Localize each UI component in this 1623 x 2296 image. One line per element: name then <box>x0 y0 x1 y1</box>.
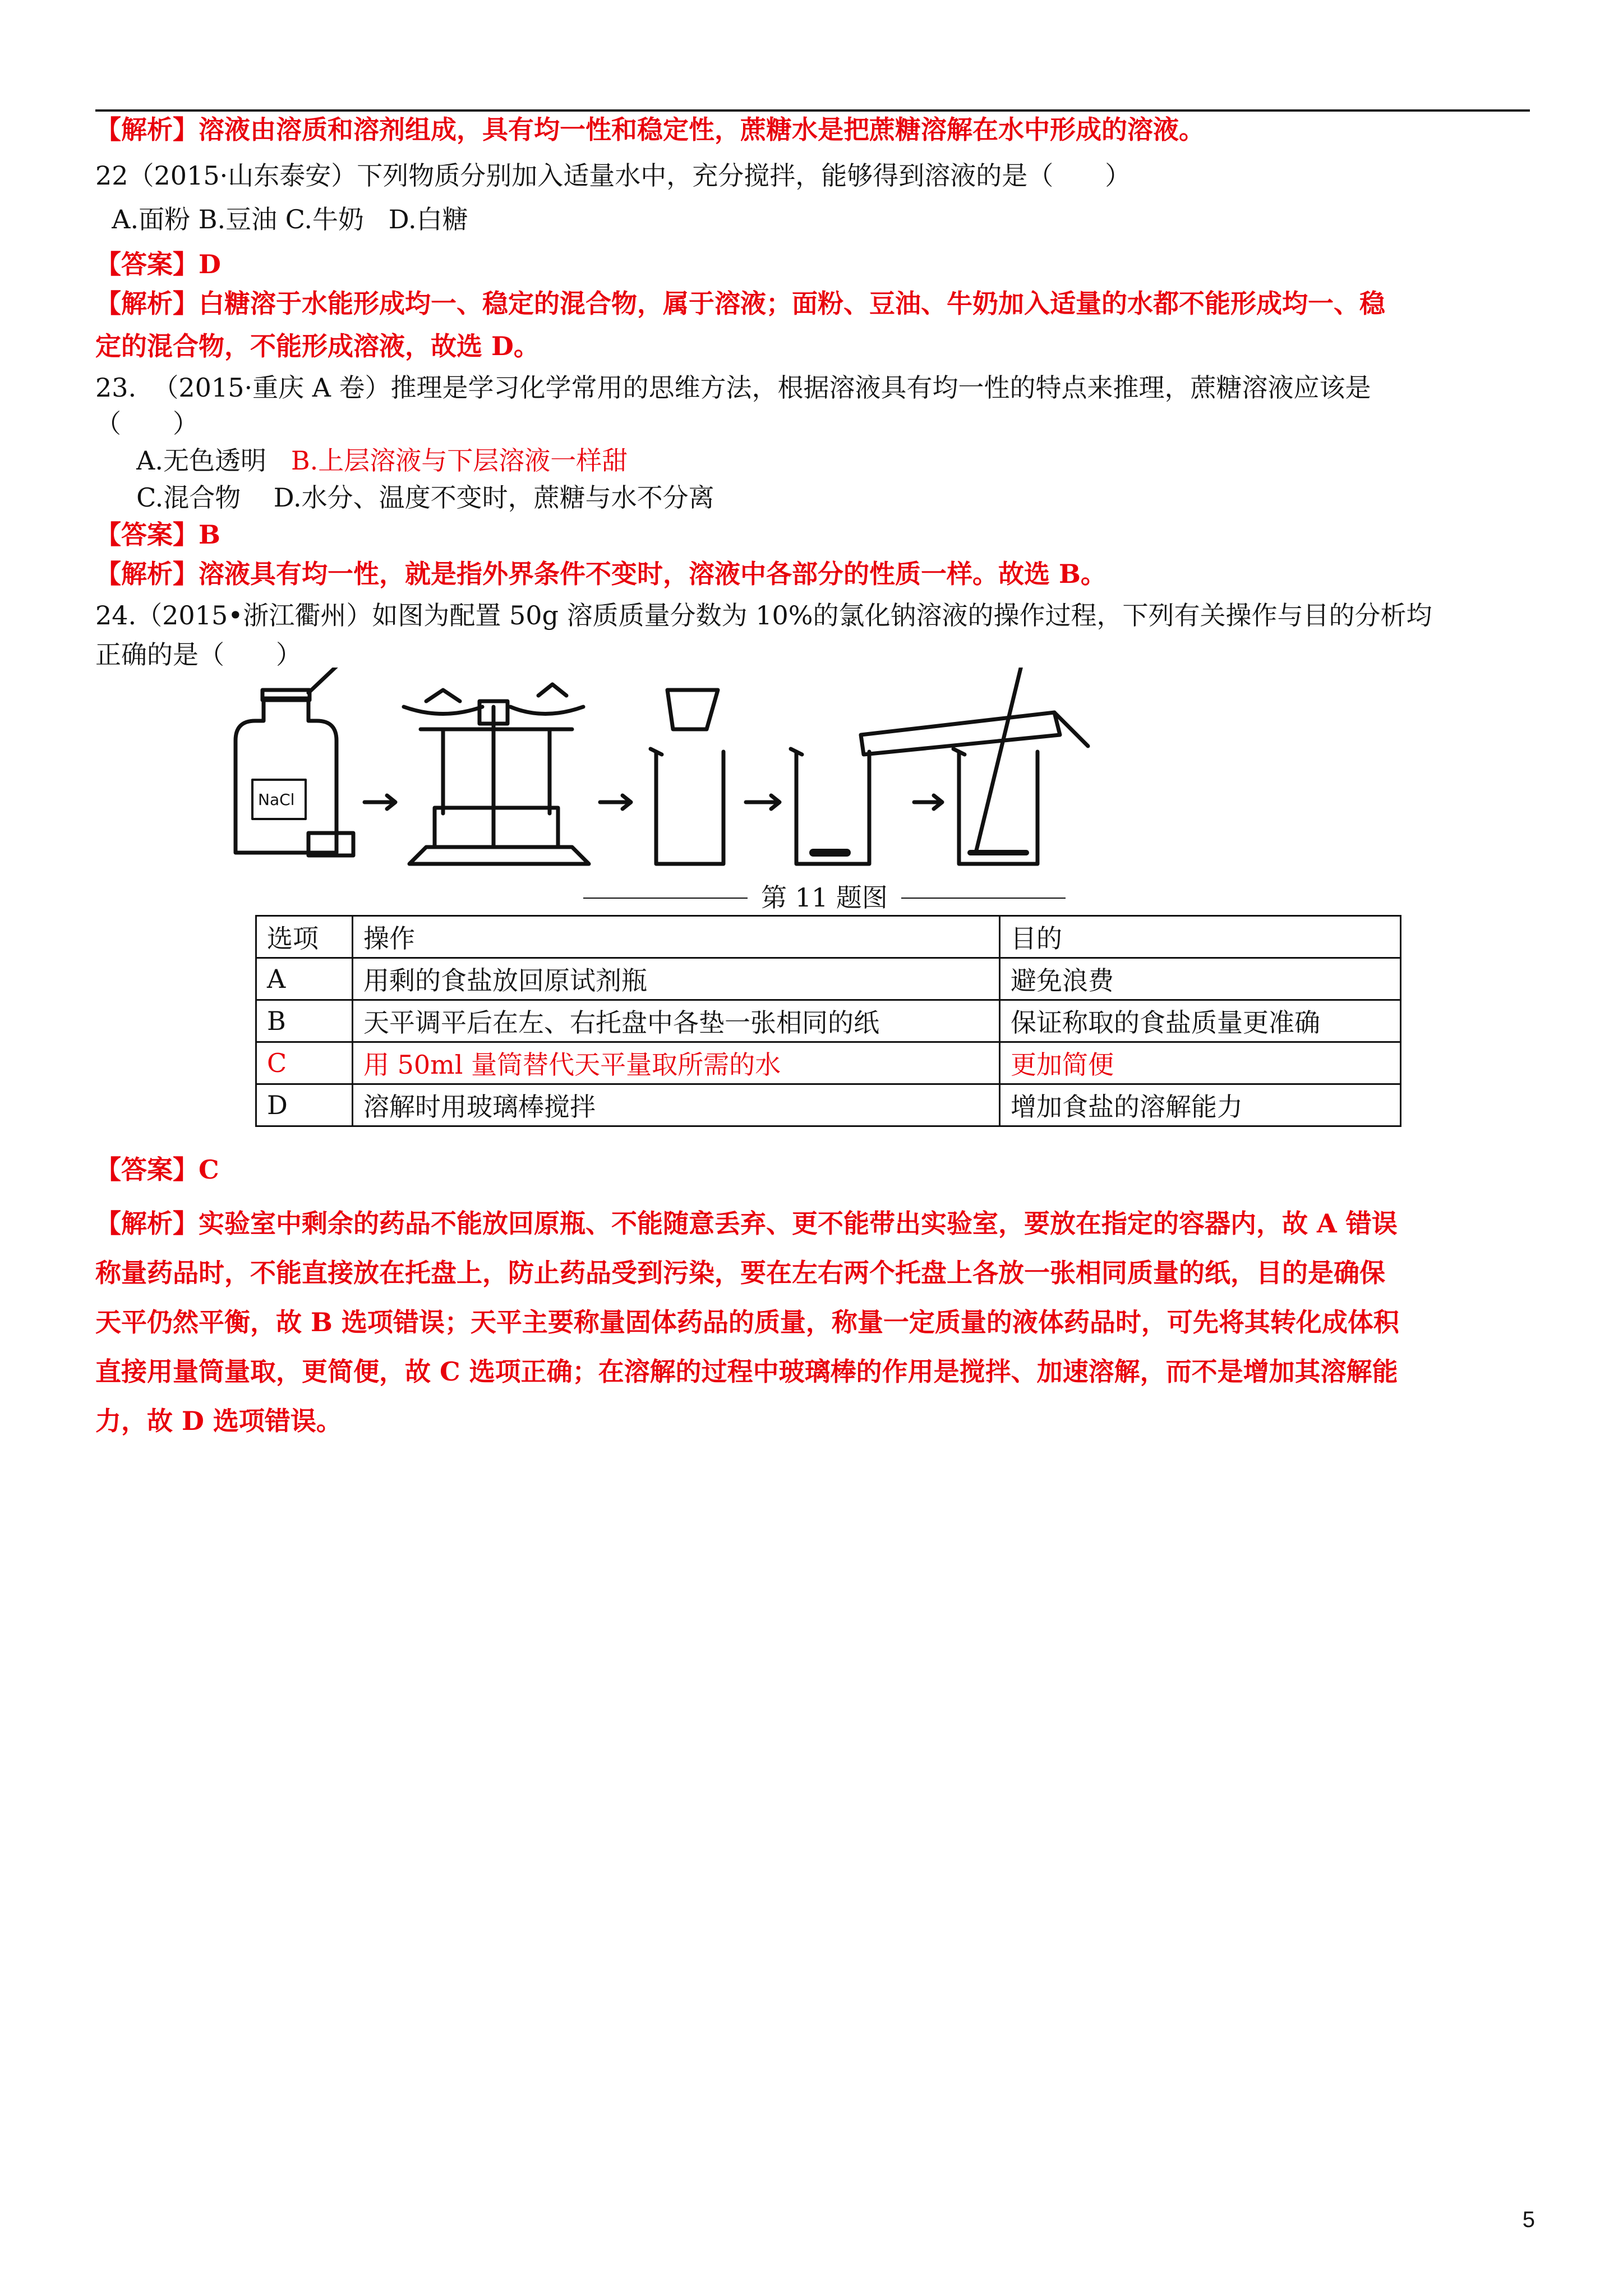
analysis-24-line4: 直接用量筒量取，更简便，故 C 选项正确；在溶解的过程中玻璃棒的作用是搅拌、加速溶解，而不是增加其溶解能 <box>95 1356 1398 1387</box>
table-row <box>256 958 1401 1000</box>
beaker-with-funnel-icon <box>651 690 723 864</box>
balance-scale-icon <box>404 684 589 864</box>
table-row <box>256 1084 1401 1126</box>
operation-cell: 溶解时用玻璃棒搅拌 <box>353 1084 1000 1126</box>
analysis-24-line3: 天平仍然平衡，故 B 选项错误；天平主要称量固体药品的质量，称量一定质量的液体药品时，可先将其转化成体积 <box>95 1307 1399 1337</box>
analysis-q21: 【解析】溶液由溶质和溶剂组成，具有均一性和稳定性，蔗糖水是把蔗糖溶解在水中形成的溶液。 <box>95 114 1205 145</box>
table-row-correct <box>256 1042 1401 1084</box>
header-option: 选项 <box>256 916 353 958</box>
analysis-23: 【解析】溶液具有均一性，就是指外界条件不变时，溶液中各部分的性质一样。故选 B。 <box>95 559 1106 589</box>
analysis-24-line2: 称量药品时，不能直接放在托盘上，防止药品受到污染，要在左右两个托盘上各放一张相同质量的纸，目的是确保 <box>95 1258 1385 1288</box>
question-24-line2: 正确的是（ ） <box>95 639 302 670</box>
question-23-options-cd: C.混合物 D.水分、温度不变时，蔗糖与水不分离 <box>95 482 714 513</box>
analysis-22-line2: 定的混合物，不能形成溶液，故选 D。 <box>95 331 540 361</box>
header-operation: 操作 <box>353 916 1000 958</box>
arrow-icon <box>746 795 780 809</box>
option-a: A.无色透明 <box>95 445 291 476</box>
answer-24: 【答案】C <box>95 1154 219 1185</box>
page-number: 5 <box>1522 2207 1535 2232</box>
analysis-24-line1: 【解析】实验室中剩余的药品不能放回原瓶、不能随意丢弃、更不能带出实验室，要放在指定的容器内，故 A 错误 <box>95 1208 1398 1239</box>
question-23-paren: （ ） <box>95 408 199 439</box>
option-b: B.上层溶液与下层溶液一样甜 <box>291 445 628 476</box>
operation-cell: 用剩的食盐放回原试剂瓶 <box>353 958 1000 1000</box>
figure-caption <box>583 881 1066 914</box>
reagent-bottle-icon <box>236 668 359 855</box>
header-rule <box>95 109 1530 112</box>
caption-text: 第 11 题图 <box>748 882 901 913</box>
option-label: D <box>256 1084 353 1126</box>
purpose-cell: 避免浪费 <box>1000 958 1401 1000</box>
question-23-options-ab <box>95 443 628 478</box>
operation-cell: 天平调平后在左、右托盘中各垫一张相同的纸 <box>353 1000 1000 1042</box>
question-22-options: A.面粉 B.豆油 C.牛奶 D.白糖 <box>95 204 468 234</box>
option-label: C <box>256 1042 353 1084</box>
question-22: 22（2015·山东泰安）下列物质分别加入适量水中，充分搅拌，能够得到溶液的是（ ） <box>95 160 1131 191</box>
analysis-22-line1: 【解析】白糖溶于水能形成均一、稳定的混合物，属于溶液；面粉、豆油、牛奶加入适量的水都不能形成均一、稳 <box>95 288 1385 319</box>
beaker-with-cylinder-icon <box>791 712 1088 864</box>
analysis-24-line5: 力，故 D 选项错误。 <box>95 1406 342 1436</box>
purpose-cell: 保证称取的食盐质量更准确 <box>1000 1000 1401 1042</box>
arrow-icon <box>600 795 631 809</box>
answer-22: 【答案】D <box>95 249 221 279</box>
arrow-icon <box>365 795 395 809</box>
table-header-row <box>256 916 1401 958</box>
experiment-figure <box>224 668 1430 875</box>
purpose-cell: 增加食盐的溶解能力 <box>1000 1084 1401 1126</box>
arrow-icon <box>914 795 942 809</box>
options-table <box>255 915 1401 1127</box>
header-purpose: 目的 <box>1000 916 1401 958</box>
bottle-label: NaCl <box>258 790 295 809</box>
option-label: A <box>256 958 353 1000</box>
answer-23: 【答案】B <box>95 519 220 550</box>
question-23: 23. （2015·重庆 A 卷）推理是学习化学常用的思维方法，根据溶液具有均一性的特点来推理，蔗糖溶液应该是 <box>95 372 1371 403</box>
beaker-with-stirring-rod-icon <box>953 668 1038 864</box>
question-24-line1: 24.（2015•浙江衢州）如图为配置 50g 溶质质量分数为 10%的氯化钠溶液的操作过程，下列有关操作与目的分析均 <box>95 600 1432 631</box>
operation-cell: 用 50ml 量筒替代天平量取所需的水 <box>353 1042 1000 1084</box>
purpose-cell: 更加简便 <box>1000 1042 1401 1084</box>
table-row <box>256 1000 1401 1042</box>
option-label: B <box>256 1000 353 1042</box>
